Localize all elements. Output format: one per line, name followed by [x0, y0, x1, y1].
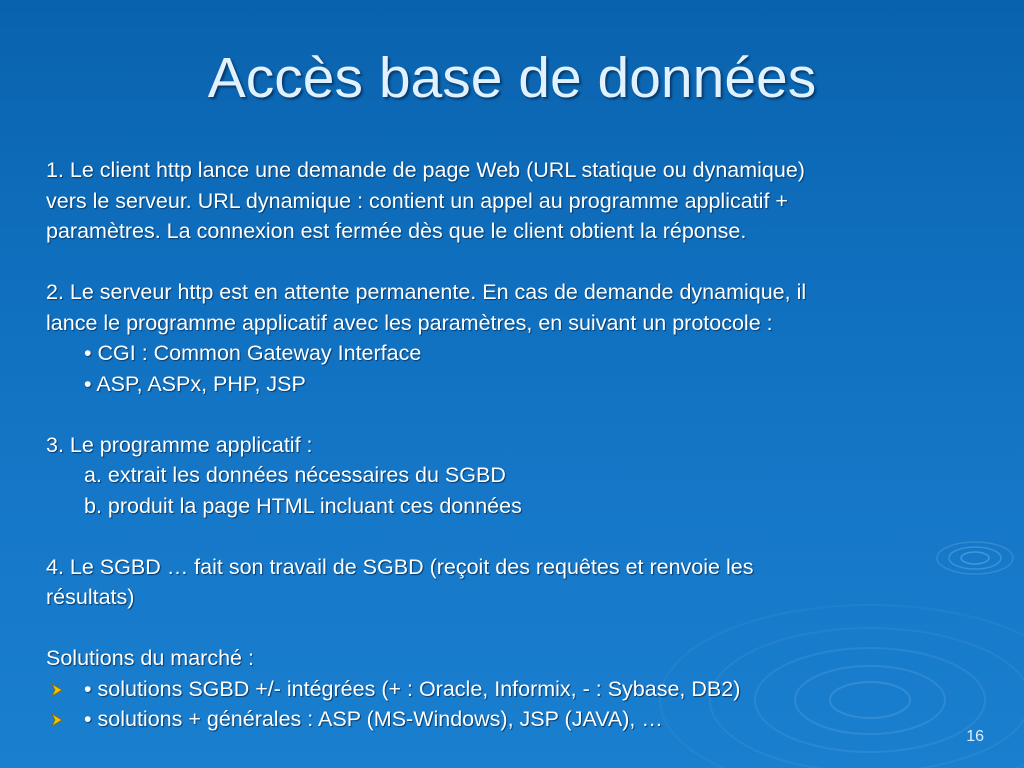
paragraph-3 — [46, 430, 976, 522]
list-item-text: • solutions SGBD +/- intégrées (+ : Oracle, Informix, - : Sybase, DB2) — [84, 676, 741, 701]
text-line: paramètres. La connexion est fermée dès que le client obtient la réponse. — [46, 219, 747, 243]
list-item-cgi: • CGI : Common Gateway Interface — [84, 341, 422, 365]
list-item-solutions-sgbd — [46, 674, 976, 705]
list-item-solutions-general — [46, 704, 976, 735]
text-line: résultats) — [46, 585, 135, 609]
arrow-bullet-icon — [50, 713, 64, 727]
paragraph-1 — [46, 155, 976, 247]
text-line: 1. Le client http lance une demande de page Web (URL statique ou dynamique) — [46, 158, 805, 182]
paragraph-4 — [46, 552, 976, 613]
list-item-produce: b. produit la page HTML incluant ces données — [84, 493, 522, 518]
text-line: lance le programme applicatif avec les paramètres, en suivant un protocole : — [46, 310, 773, 335]
solutions-section — [46, 643, 976, 735]
slide-body — [46, 155, 976, 735]
list-item-asp: • ASP, ASPx, PHP, JSP — [84, 371, 306, 396]
text-line: 4. Le SGBD … fait son travail de SGBD (reçoit des requêtes et renvoie les — [46, 554, 754, 579]
list-item-text: • solutions + générales : ASP (MS-Windows), JSP (JAVA), … — [84, 707, 663, 731]
paragraph-2 — [46, 277, 976, 399]
page-number: 16 — [966, 728, 984, 745]
list-item-extract: a. extrait les données nécessaires du SGBD — [84, 463, 506, 487]
text-line: 2. Le serveur http est en attente permanente. En cas de demande dynamique, il — [46, 280, 807, 304]
solutions-heading: Solutions du marché : — [46, 646, 254, 670]
text-line: vers le serveur. URL dynamique : contient un appel au programme applicatif + — [46, 188, 788, 213]
arrow-bullet-icon — [50, 683, 64, 697]
slide-title: Accès base de données — [207, 46, 817, 110]
text-line: 3. Le programme applicatif : — [46, 432, 313, 457]
